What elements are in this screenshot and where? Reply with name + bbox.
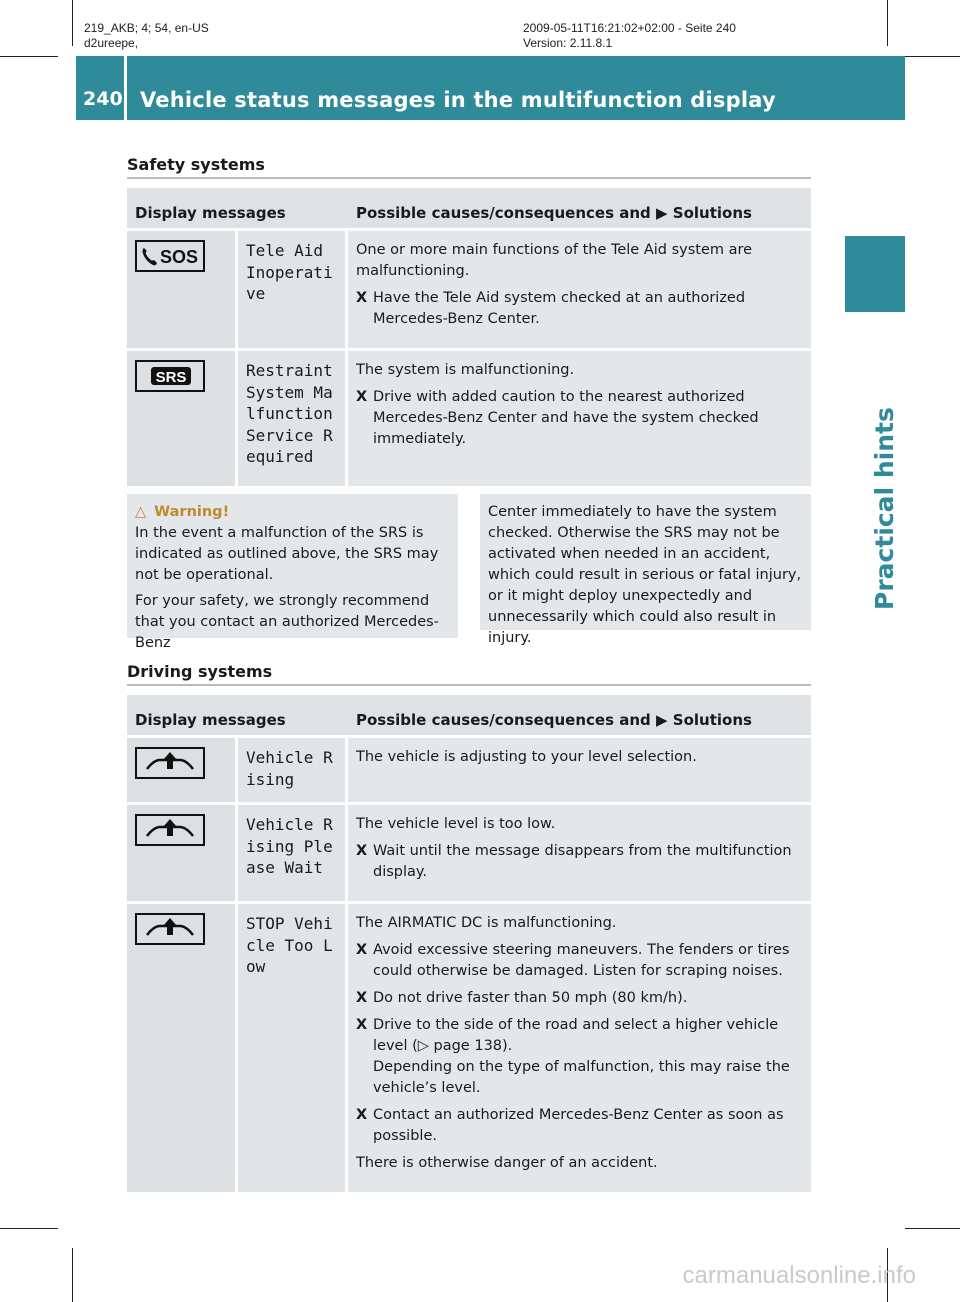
cause-text: The AIRMATIC DC is malfunctioning. bbox=[356, 915, 617, 931]
page-number: 240 bbox=[83, 88, 123, 110]
section-rule bbox=[127, 177, 811, 179]
step-arrow-icon: X bbox=[356, 990, 368, 1006]
step-arrow-icon: X bbox=[356, 942, 368, 958]
display-message: STOP Vehicle Too Low bbox=[238, 901, 348, 1192]
page-title: Vehicle status messages in the multifunction display bbox=[140, 88, 776, 112]
row-icon-cell bbox=[127, 735, 238, 802]
col-header-display: Display messages bbox=[127, 695, 348, 735]
cause-text: The system is malfunctioning. bbox=[356, 362, 575, 378]
svg-text:SRS: SRS bbox=[155, 369, 187, 386]
side-tab-marker bbox=[845, 236, 905, 312]
row-icon-cell bbox=[127, 348, 238, 486]
safety-table bbox=[127, 188, 811, 486]
solution-step: X Drive with added caution to the nearest authorized Mercedes-Benz Center and have the system checked immediately. bbox=[356, 389, 759, 447]
solution-step: X Have the Tele Aid system checked at an authorized Mercedes-Benz Center. bbox=[356, 290, 746, 327]
crop-mark bbox=[0, 56, 58, 57]
row-icon-cell bbox=[127, 802, 238, 901]
warning-text: In the event a malfunction of the SRS is indicated as outlined above, the SRS may not be operational. bbox=[135, 525, 439, 583]
vehicle-level-icon bbox=[135, 814, 205, 846]
solutions-arrow-icon: ▶ bbox=[656, 711, 668, 729]
step-arrow-icon: X bbox=[356, 843, 368, 859]
solution-step: X Wait until the message disappears from the multifunction display. bbox=[356, 843, 792, 880]
display-message: Restraint System Malfunction Service Required bbox=[238, 348, 348, 486]
solution-step: X Avoid excessive steering maneuvers. The fenders or tires could otherwise be damaged. Listen for scraping noises. bbox=[356, 942, 790, 979]
display-message: Vehicle Rising Please Wait bbox=[238, 802, 348, 901]
print-meta-left bbox=[84, 21, 209, 51]
print-meta-right-line2: Version: 2.11.8.1 bbox=[523, 36, 613, 50]
solution-step: X Contact an authorized Mercedes-Benz Center as soon as possible. bbox=[356, 1107, 784, 1144]
display-message: Vehicle Rising bbox=[238, 735, 348, 802]
cause-text: One or more main functions of the Tele Aid system are malfunctioning. bbox=[356, 242, 753, 279]
print-meta-left-line1: 219_AKB; 4; 54, en-US bbox=[84, 21, 209, 35]
warning-title: △ Warning! bbox=[135, 504, 230, 520]
col-header-causes: Possible causes/consequences and ▶ Solutions bbox=[348, 695, 811, 735]
page-reference-link[interactable]: page 138 bbox=[433, 1038, 503, 1054]
warning-box bbox=[127, 494, 458, 651]
col-header-display: Display messages bbox=[127, 188, 348, 228]
step-arrow-icon: X bbox=[356, 1107, 368, 1123]
warning-text: For your safety, we strongly recommend that you contact an authorized Mercedes-Benz bbox=[135, 593, 439, 651]
page-ref-icon: ▷ bbox=[417, 1038, 434, 1054]
section-title-safety: Safety systems bbox=[127, 155, 265, 174]
solutions-arrow-icon: ▶ bbox=[656, 204, 668, 222]
crop-mark bbox=[905, 1228, 960, 1229]
table-row bbox=[127, 228, 811, 348]
warning-triangle-icon: △ bbox=[135, 504, 147, 520]
crop-mark bbox=[72, 0, 73, 46]
warning-box-continued bbox=[480, 494, 811, 646]
row-icon-cell bbox=[127, 901, 238, 1192]
solution-step: X Drive to the side of the road and select a higher vehicle level (▷ page 138). Depending on the type of malfunction, this may raise the vehicle’s level. bbox=[356, 1017, 790, 1096]
warning-text: Center immediately to have the system checked. Otherwise the SRS may not be activated when needed in an accident, which could result in serious or fatal injury, or it might deploy unexpectedly and unnecessarily which could also result in injury. bbox=[488, 504, 802, 646]
cause-text: The vehicle level is too low. bbox=[356, 816, 556, 832]
section-rule bbox=[127, 684, 811, 686]
srs-icon bbox=[135, 360, 205, 392]
table-row bbox=[127, 348, 811, 486]
step-arrow-icon: X bbox=[356, 389, 368, 405]
side-tab-label: Practical hints bbox=[870, 407, 899, 610]
print-meta-left-line2: d2ureepe, bbox=[84, 36, 139, 50]
row-description bbox=[348, 228, 811, 348]
crop-mark bbox=[905, 56, 960, 57]
row-icon-cell bbox=[127, 228, 238, 348]
solution-step: X Do not drive faster than 50 mph (80 km/h). bbox=[356, 988, 803, 1009]
crop-mark bbox=[887, 0, 888, 46]
print-meta-right bbox=[523, 21, 736, 51]
driving-table bbox=[127, 695, 811, 1192]
row-description bbox=[348, 735, 811, 802]
watermark: carmanualsonline.info bbox=[682, 1262, 916, 1289]
sos-phone-icon bbox=[135, 240, 205, 272]
vehicle-level-icon bbox=[135, 913, 205, 945]
table-row bbox=[127, 735, 811, 802]
table-row bbox=[127, 802, 811, 901]
col-header-causes: Possible causes/consequences and ▶ Solutions bbox=[348, 188, 811, 228]
display-message: Tele Aid Inoperative bbox=[238, 228, 348, 348]
row-description bbox=[348, 901, 811, 1192]
row-description bbox=[348, 802, 811, 901]
crop-mark bbox=[72, 1248, 73, 1302]
vehicle-level-icon bbox=[135, 747, 205, 779]
step-arrow-icon: X bbox=[356, 1017, 368, 1033]
row-description bbox=[348, 348, 811, 486]
closing-text: There is otherwise danger of an accident. bbox=[356, 1155, 658, 1171]
section-title-driving: Driving systems bbox=[127, 662, 273, 681]
table-row bbox=[127, 901, 811, 1192]
svg-text:SOS: SOS bbox=[159, 247, 199, 267]
crop-mark bbox=[0, 1228, 58, 1229]
print-meta-right-line1: 2009-05-11T16:21:02+02:00 - Seite 240 bbox=[523, 21, 736, 35]
step-arrow-icon: X bbox=[356, 290, 368, 306]
cause-text: The vehicle is adjusting to your level selection. bbox=[356, 749, 697, 765]
